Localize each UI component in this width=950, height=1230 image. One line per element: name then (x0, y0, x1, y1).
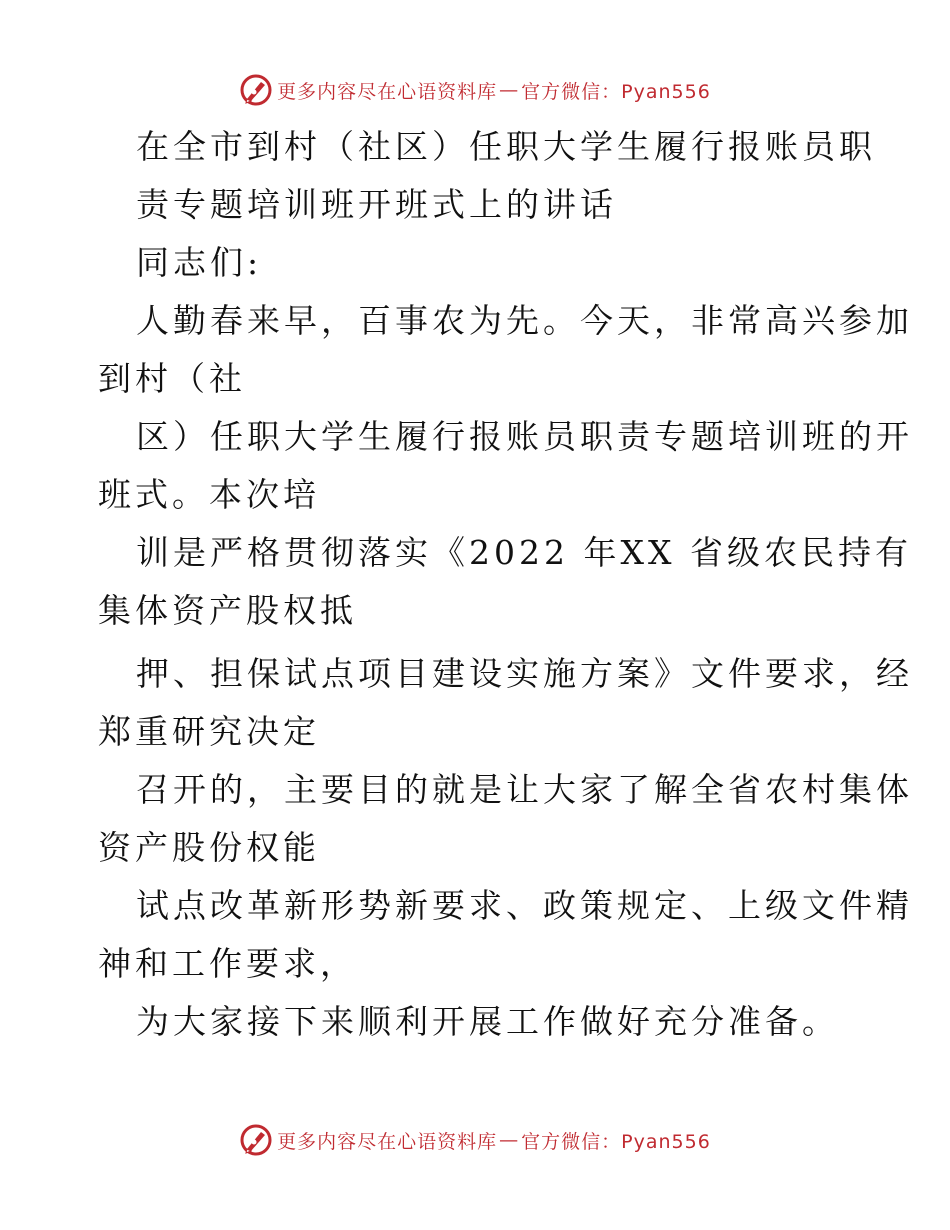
paragraph-line: 试点改革新形势新要求、政策规定、上级文件精 (136, 886, 913, 925)
pen-circle-logo-icon (239, 1123, 273, 1157)
watermark-text: 更多内容尽在心语资料库 (277, 1130, 498, 1153)
paragraph-line: 召开的，主要目的就是让大家了解全省农村集体 (136, 770, 913, 809)
watermark-separator: — (499, 79, 520, 101)
watermark-separator: — (499, 1129, 520, 1151)
title-line-1: 在全市到村（社区）任职大学生履行报账员职 (136, 127, 876, 166)
paragraph-line: 为大家接下来顺利开展工作做好充分准备。 (136, 1002, 839, 1041)
paragraph-line: 资产股份权能 (98, 828, 320, 867)
title-line-2: 责专题培训班开班式上的讲话 (136, 185, 617, 224)
paragraph-line: 训是严格贯彻落实《2022 年XX 省级农民持有 (136, 533, 912, 572)
watermark-wechat: 官方微信：Pyan556 (521, 80, 711, 103)
paragraph-line: 押、担保试点项目建设实施方案》文件要求，经 (136, 654, 913, 693)
paragraph-line: 班式。本次培 (98, 475, 320, 514)
footer-watermark (0, 1120, 950, 1160)
paragraph-line: 集体资产股权抵 (98, 591, 357, 630)
paragraph-line: 到村（社 (98, 359, 246, 398)
paragraph-line: 神和工作要求， (98, 944, 357, 983)
paragraph-line: 郑重研究决定 (98, 712, 320, 751)
paragraph-line: 人勤春来早，百事农为先。今天，非常高兴参加 (136, 301, 913, 340)
watermark-text: 更多内容尽在心语资料库 (277, 80, 498, 103)
salutation: 同志们: (136, 243, 263, 282)
paragraph-line: 区）任职大学生履行报账员职责专题培训班的开 (136, 417, 913, 456)
watermark-wechat: 官方微信：Pyan556 (521, 1130, 711, 1153)
